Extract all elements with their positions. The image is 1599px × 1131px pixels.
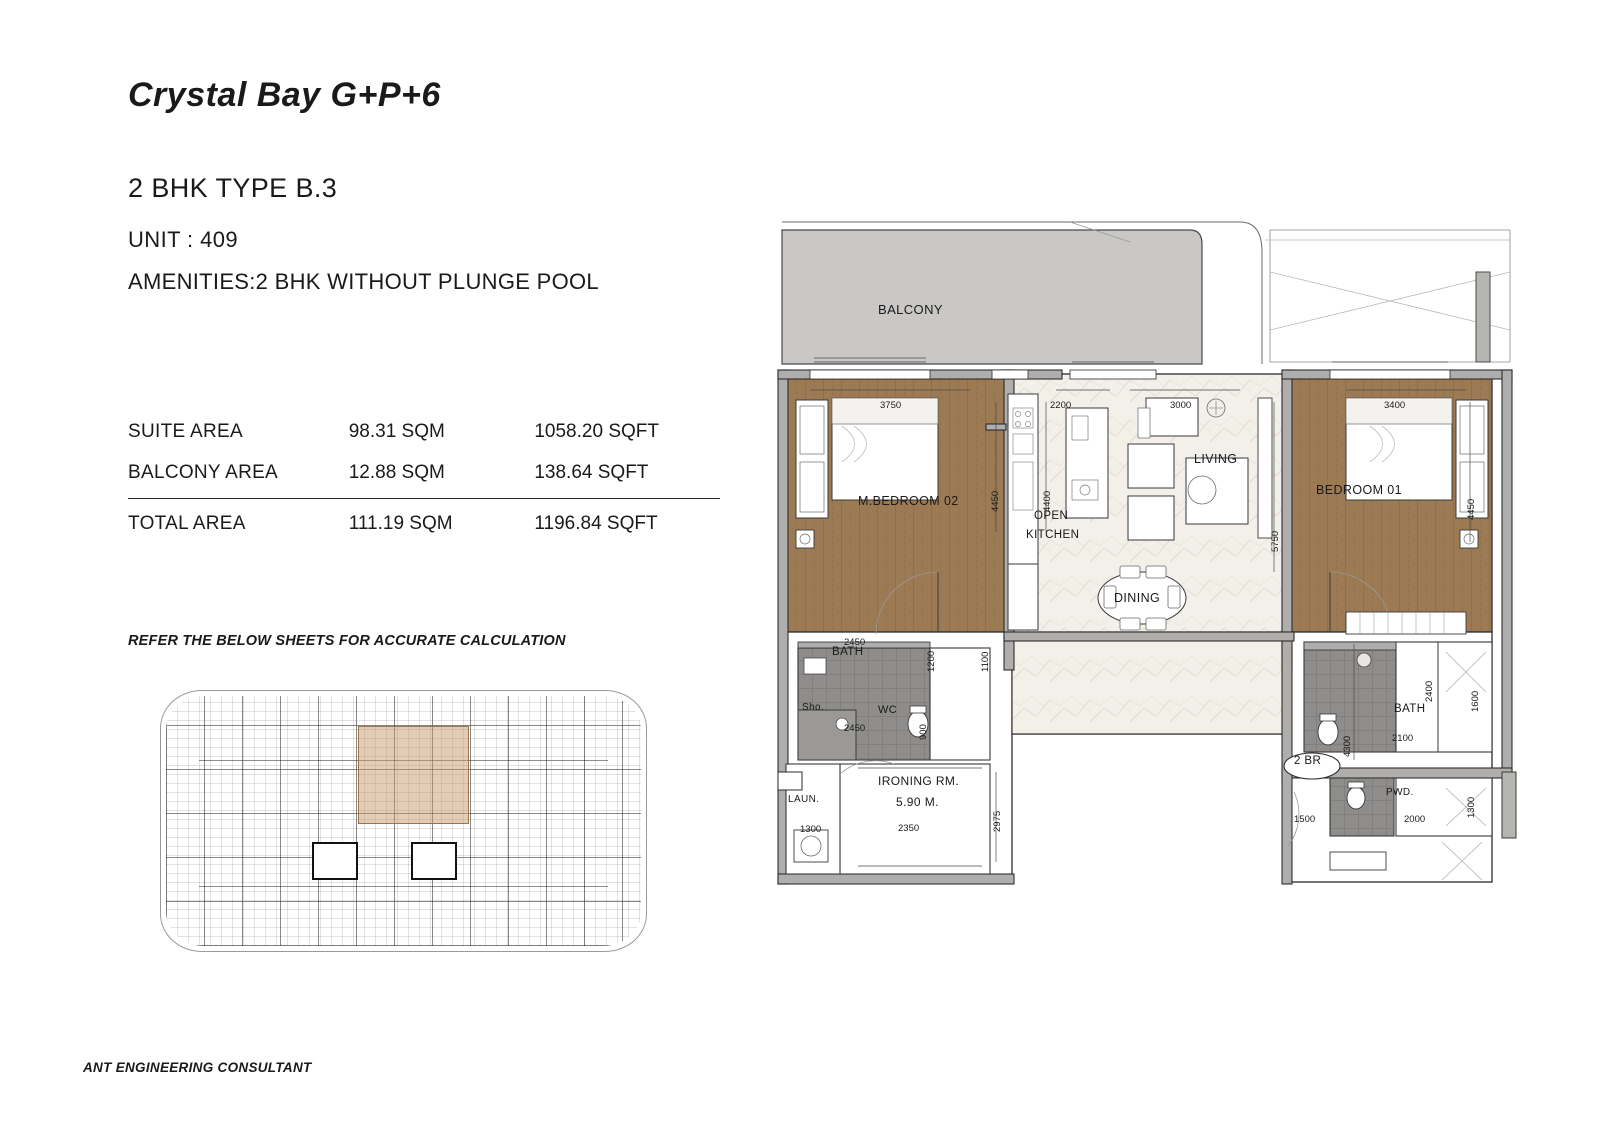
dimension-2100: 2100 bbox=[1392, 733, 1414, 744]
room-label-kitchen: KITCHEN bbox=[1026, 529, 1080, 541]
page-title: Crystal Bay G+P+6 bbox=[128, 76, 441, 114]
dimension-4300: 4300 bbox=[1342, 735, 1353, 757]
room-label-laundry: LAUN. bbox=[788, 794, 820, 805]
balcony-area-label: BALCONY AREA bbox=[128, 453, 349, 499]
room-label-living: LIVING bbox=[1194, 452, 1238, 466]
unit-floor-plan bbox=[770, 212, 1530, 902]
total-area-label: TOTAL AREA bbox=[128, 513, 246, 534]
room-label-balcony: BALCONY bbox=[878, 302, 943, 317]
dimension-2200: 2200 bbox=[1050, 400, 1072, 411]
dimension-1100: 1100 bbox=[980, 651, 991, 672]
consultant-footer: ANT ENGINEERING CONSULTANT bbox=[83, 1060, 312, 1075]
dimension-2450-top: 2450 bbox=[844, 637, 866, 648]
table-row bbox=[128, 499, 720, 546]
room-label-ironing: IRONING RM. bbox=[878, 774, 960, 788]
dimension-1600: 1600 bbox=[1470, 690, 1481, 712]
dimension-5750: 5750 bbox=[1270, 530, 1281, 552]
dimension-900: 900 bbox=[918, 724, 929, 740]
dimension-3400: 3400 bbox=[1384, 400, 1406, 411]
dimension-4400: 4400 bbox=[1042, 490, 1053, 512]
unit-type-title: 2 BHK TYPE B.3 bbox=[128, 173, 338, 203]
total-area-sqm: 111.19 SQM bbox=[348, 513, 453, 534]
key-plan-core bbox=[312, 842, 358, 880]
table-row bbox=[128, 453, 720, 499]
dimension-2450-bottom: 2450 bbox=[844, 723, 866, 734]
balcony-area-sqm: 12.88 SQM bbox=[349, 453, 535, 499]
balcony-area-sqft: 138.64 SQFT bbox=[534, 453, 720, 499]
area-summary-table bbox=[128, 412, 720, 545]
amenities-description: AMENITIES:2 BHK WITHOUT PLUNGE POOL bbox=[128, 269, 599, 294]
key-plan-corridor-line bbox=[199, 886, 608, 887]
key-plan-thumbnail bbox=[160, 690, 647, 952]
table-row bbox=[128, 412, 720, 453]
unit-type-tag: 2 BR bbox=[1294, 755, 1322, 767]
room-label-master-bedroom: M.BEDROOM 02 bbox=[858, 494, 959, 508]
room-label-bedroom-01: BEDROOM 01 bbox=[1316, 483, 1402, 497]
dimension-2400: 2400 bbox=[1424, 680, 1435, 702]
dimension-2350: 2350 bbox=[898, 823, 920, 834]
dimension-1300-right: 1300 bbox=[1466, 796, 1477, 818]
room-label-shower: Sho. bbox=[802, 702, 825, 713]
room-label-dining: DINING bbox=[1114, 591, 1161, 605]
dimension-3000: 3000 bbox=[1170, 400, 1192, 411]
room-label-open: OPEN bbox=[1034, 510, 1069, 522]
key-plan-unit-highlight bbox=[358, 726, 469, 824]
dimension-1300: 1300 bbox=[800, 824, 822, 835]
dimension-1200: 1200 bbox=[926, 650, 937, 672]
dimension-4450-left: 4450 bbox=[990, 490, 1001, 512]
dimension-1500: 1500 bbox=[1294, 814, 1316, 825]
suite-area-sqm: 98.31 SQM bbox=[348, 421, 445, 442]
unit-number: UNIT : 409 bbox=[128, 227, 238, 252]
dimension-2000: 2000 bbox=[1404, 814, 1426, 825]
dimension-4450-right: 4450 bbox=[1466, 498, 1477, 520]
room-label-bath-right: BATH bbox=[1394, 703, 1426, 715]
calculation-note: REFER THE BELOW SHEETS FOR ACCURATE CALCULATION bbox=[128, 633, 566, 649]
dimension-3750: 3750 bbox=[880, 400, 902, 411]
suite-area-sqft: 1058.20 SQFT bbox=[534, 421, 659, 442]
suite-area-label: SUITE AREA bbox=[128, 421, 243, 442]
room-label-bath-left: BATH bbox=[832, 646, 864, 658]
room-label-ironing-area: 5.90 M. bbox=[896, 795, 939, 809]
total-area-sqft: 1196.84 SQFT bbox=[534, 513, 658, 534]
room-label-wc: WC bbox=[878, 704, 898, 716]
key-plan-core bbox=[411, 842, 457, 880]
dimension-2975: 2975 bbox=[992, 810, 1003, 832]
room-label-powder: PWD. bbox=[1386, 787, 1414, 798]
